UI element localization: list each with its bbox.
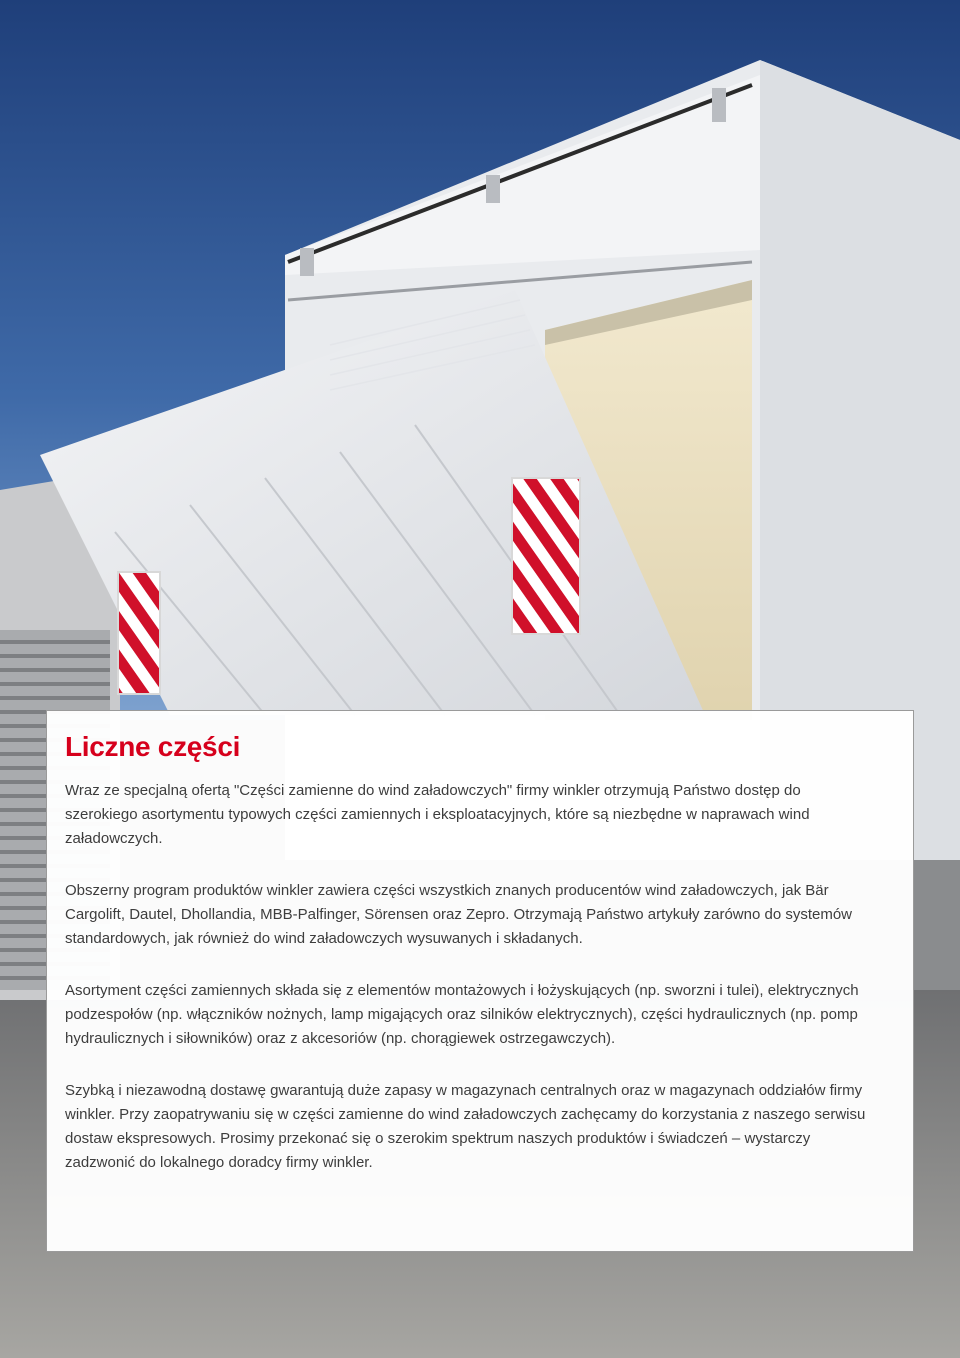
article-panel (46, 710, 914, 1252)
paragraph-intro: Wraz ze specjalną ofertą "Części zamienne do wind załadowczych" firmy winkler otrzymują Państwo dostęp do szerokiego asortymentu typowych części zamiennych i eksploatacyjnych, które są niezbędne w naprawach wind załadowczych. (65, 782, 810, 847)
paragraph-manufacturers: Obszerny program produktów winkler zawiera części wszystkich znanych producentów wind załadowczych, jak Bär Cargolift, Dautel, Dhollandia, MBB-Palfinger, Sörensen oraz Zepro. Otrzymają Państwo artykuły zarówno do systemów standardowych, jak również do wind załadowczych wysuwanych i składanych. (65, 882, 853, 947)
article-title: Liczne części (65, 731, 241, 762)
paragraph-delivery: Szybką i niezawodną dostawę gwarantują duże zapasy w magazynach centralnych oraz w magazynach oddziałów firmy winkler. Przy zaopatrywaniu się w części zamienne do wind załadowczych zachęcamy do korzystania z naszego serwisu dostaw ekspresowych. Prosimy przekonać się o szerokim spektrum naszych produktów i świadczeń – wystarczy zadzwonić do lokalnego doradcy firmy winkler. (65, 1082, 866, 1171)
paragraph-assortment: Asortyment części zamiennych składa się z elementów montażowych i łożyskujących (np. sworzni i tulei), elektrycznych podzespołów (np. włączników nożnych, lamp migających oraz silników elektrycznych), części hydraulicznych (np. pomp hydraulicznych i siłowników) oraz z akcesoriów (np. chorągiewek ostrzegawczych). (65, 982, 859, 1047)
